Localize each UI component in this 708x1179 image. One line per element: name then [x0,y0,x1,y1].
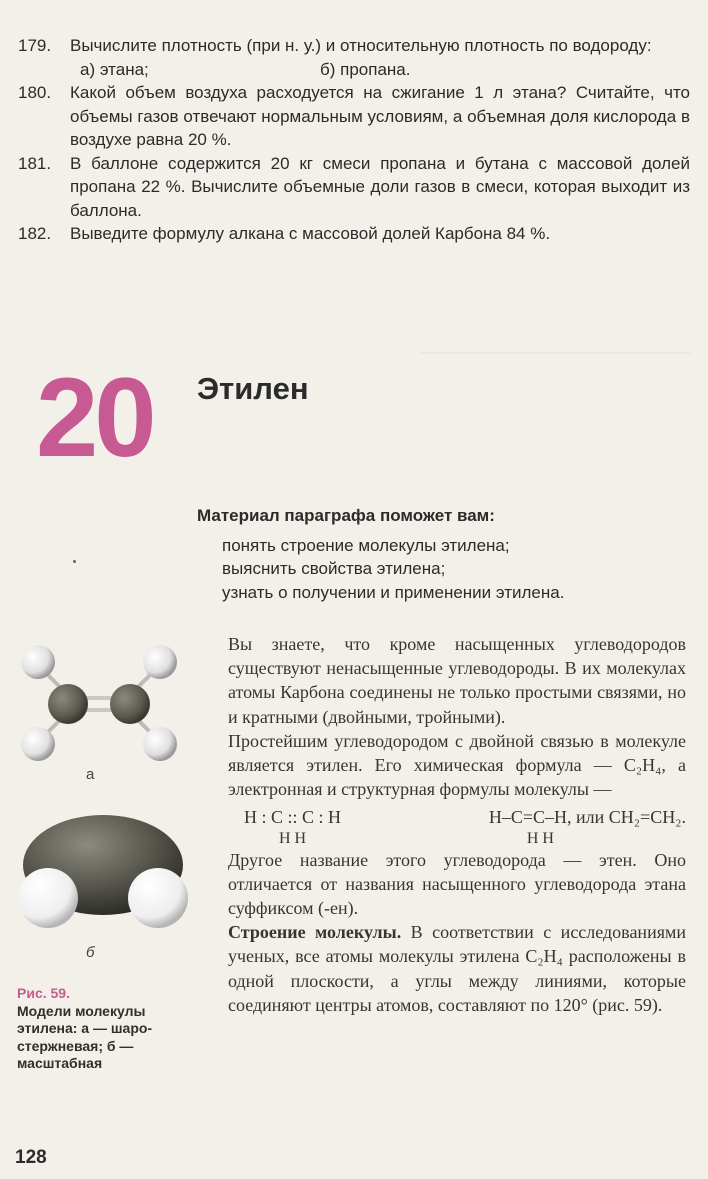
page-number: 128 [15,1147,47,1168]
condensed-formula: , или CH₂=CH₂. [567,807,686,828]
exercise-option-b: б) пропана. [320,59,411,79]
goals-heading: Материал параграфа поможет вам: [197,506,495,525]
exercise-text: Выведите формулу алкана с массовой долей Карбона 84 %. [70,224,551,243]
structural-formula: H–C=C–H [488,807,568,828]
figure-label-a: а [86,766,95,783]
exercise-text: Какой объем воздуха расходуется на сжигание 1 л этана? Считайте, что объемы газов отвечают нормальным условиям, а объемная доля кислорода в воздухе равна 20 %. [70,83,690,149]
exercise-182 [18,222,690,246]
chapter-number: 20 [36,355,153,480]
exercise-text: Вычислите плотность (при н. у.) и относительную плотность по водороду: [70,36,652,55]
paragraph-body [228,632,686,1017]
chapter-title: Этилен [197,371,309,406]
structural-formula-sub: H H [526,829,554,847]
figure-label-b: б [86,944,95,961]
electronic-formula-sub: H H [278,829,307,847]
exercise-option-a: а) этана; [80,59,149,79]
goal-item: узнать о получении и применении этилена. [222,582,565,602]
body-paragraph: Вы знаете, что кроме насыщенных углеводородов существуют ненасыщенные углеводороды. В их молекулах атомы Карбона соединены не только простыми связями, но и кратными (двойными, тройными). [228,634,686,727]
exercise-list [18,34,690,246]
body-paragraph: Другое название этого углеводорода — этен. Оно отличается от названия насыщенного углеводорода этана суффиксом (-ен). [228,849,686,919]
figure-caption [17,985,187,1073]
exercise-181 [18,152,690,223]
body-paragraph [228,920,686,1017]
section-text: В соответствии с исследованиями ученых, все атомы молекулы этилена C₂H₄ расположены в одной плоскости, а углы между линиями, которые соединяют центры атомов, составляют по 120° (рис. 59). [228,922,687,1015]
exercise-number: 181. [18,153,52,173]
exercise-number: 179. [18,36,52,55]
formula-row [228,801,686,847]
goal-item: понять строение молекулы этилена; [222,535,510,555]
section-heading: Строение молекулы. [228,922,402,943]
figure-caption-text: Модели молекулы этилена: а — шаро-стержневая; б — масштабная [17,1002,153,1071]
exercise-number: 182. [18,224,52,243]
electronic-formula: H : C :: C : H [244,807,342,828]
body-paragraph: Простейшим углеводородом с двойной связью в молекуле является этилен. Его химическая формула — C₂H₄, а электронная и структурная формулы молекулы — [228,730,686,800]
chapter-goals [197,504,677,604]
decorative-line [420,352,690,354]
ball-and-stick-model-image [18,640,188,775]
space-filling-model-image [18,810,188,935]
goal-item: выяснить свойства этилена; [222,559,446,578]
print-dot [73,560,76,563]
figure-caption-label: Рис. 59. [17,985,70,1001]
exercise-180 [18,81,690,152]
exercise-179 [18,34,690,81]
exercise-text: В баллоне содержится 20 кг смеси пропана и бутана с массовой долей пропана 22 %. Вычислите объемные доли газов в смеси, которая выходит из баллона. [70,153,690,220]
exercise-number: 180. [18,83,52,102]
